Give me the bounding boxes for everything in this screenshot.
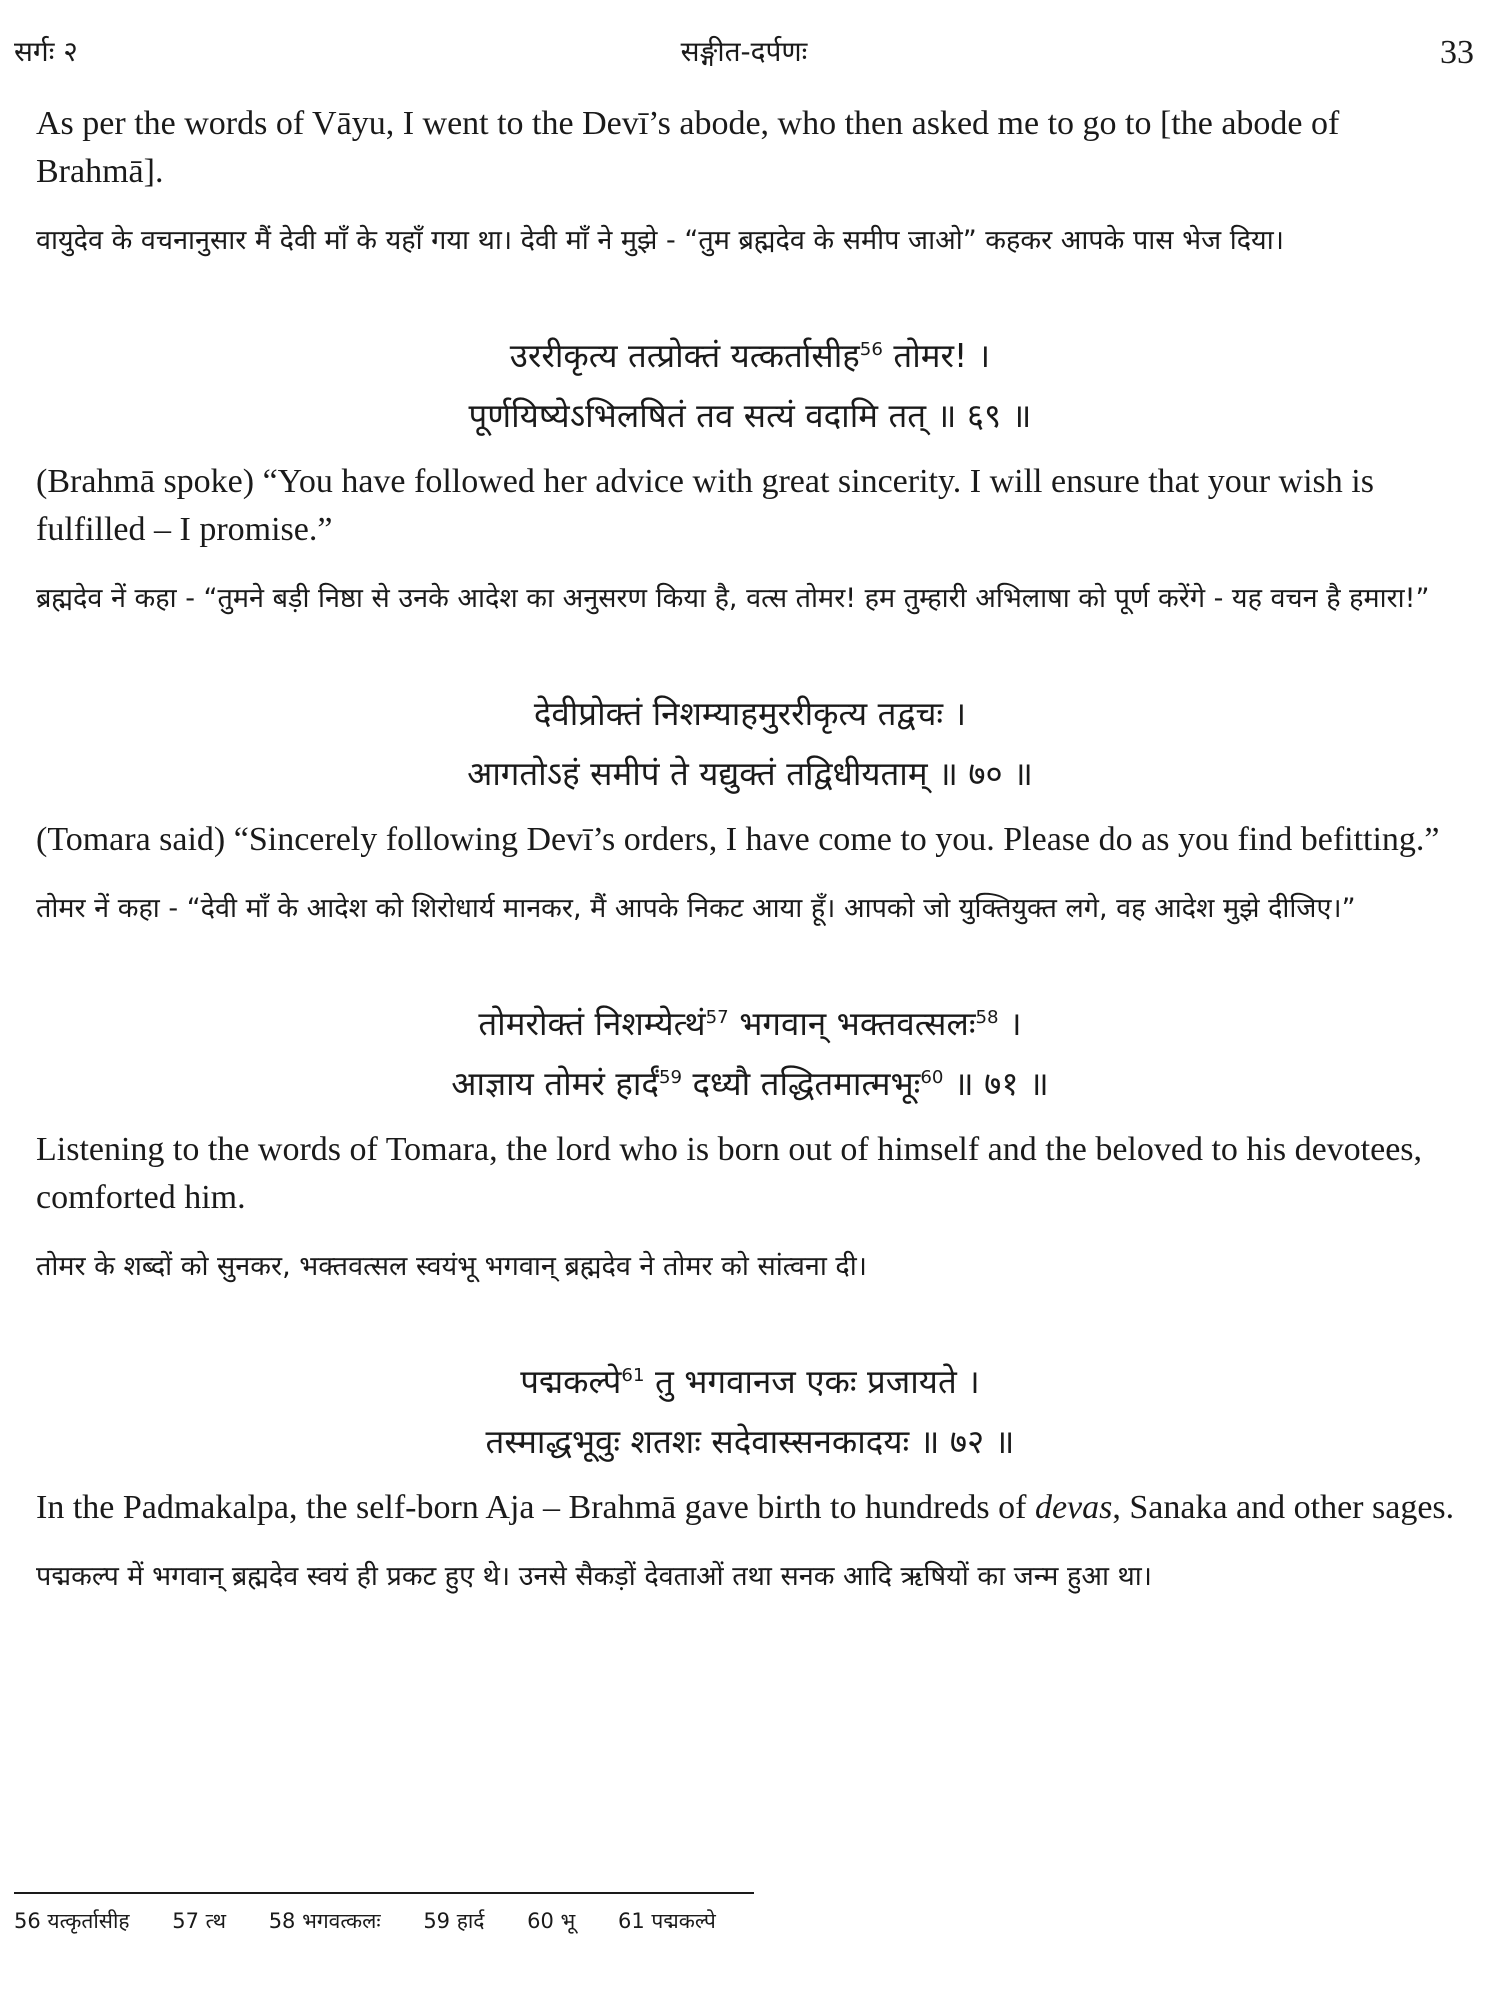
translation-english: (Brahmā spoke) “You have followed her advice with great sincerity. I will ensure that your wish is fulfilled – I promise.” [36,463,1374,548]
translation-text: In the Padmakalpa, the self-born Aja – Brahmā gave birth to hundreds of [36,1489,1035,1526]
translation-hindi: तोमर के शब्दों को सुनकर, भक्तवत्सल स्वयंभू भगवान् ब्रह्मदेव ने तोमर को सांत्वना दी। [36,1251,867,1282]
verse-text: तोमरोक्तं निशम्येत्थं [478,1004,706,1043]
footnote-rule [14,1892,754,1894]
verse-70 [36,684,1464,804]
verse-line [36,326,1464,386]
footnotes [14,1907,1474,1935]
translation-english: (Tomara said) “Sincerely following Devī’s orders, I have come to you. Please do as you find befitting.” [36,821,1440,858]
footnote-ref: 60 [920,1067,944,1088]
verse-line: देवीप्रोक्तं निशम्याहमुररीकृत्य तद्वचः । [533,694,967,733]
verse-text: । [998,1004,1022,1043]
verse-text: पद्मकल्पे [520,1362,622,1401]
verse-69 [36,326,1464,446]
verse-text: उररीकृत्य तत्प्रोक्तं यत्कर्तासीह [509,336,860,375]
translation-english: Listening to the words of Tomara, the lord who is born out of himself and the beloved to his devotees, comforted him. [36,1131,1423,1216]
translation-text: , Sanaka and other sages. [1112,1489,1455,1526]
verse-text: भगवान् भक्तवत्सलः [728,1004,976,1043]
footnote-60: 60 भू [527,1909,576,1933]
page-body [36,100,1464,1602]
verse-line [36,1352,1464,1412]
translation-english [36,1484,1464,1532]
footnote-ref: 58 [975,1007,999,1028]
book-title: सङ्गीत-दर्पणः [680,35,808,68]
translation-hindi: पद्मकल्प में भगवान् ब्रह्मदेव स्वयं ही प्रकट हुए थे। उनसे सैकड़ों देवताओं तथा सनक आदि ऋषियों का जन्म हुआ था। [36,1561,1153,1592]
footnote-56: 56 यत्कृर्तासीह [14,1909,130,1933]
translation-hindi: वायुदेव के वचनानुसार मैं देवी माँ के यहाँ गया था। देवी माँ ने मुझे - “तुम ब्रह्मदेव के समीप जाओ” कहकर आपके पास भेज दिया। [36,225,1284,256]
footnote-ref: 59 [658,1067,683,1088]
footnote-ref: 56 [859,339,883,360]
translation-hindi: ब्रह्मदेव नें कहा - “तुमने बड़ी निष्ठा से उनके आदेश का अनुसरण किया है, वत्स तोमर! हम तुम्हारी अभिलाषा को पूर्ण करेंगे - यह वचन है हमारा!” [36,583,1430,614]
italic-term: devas [1034,1489,1113,1526]
footnote-ref: 57 [705,1007,729,1028]
verse-line [36,994,1464,1054]
chapter-label: सर्गः २ [14,35,78,68]
verse-text: तोमर! । [882,336,991,375]
verse-text: दध्यौ तद्धितमात्मभूः [682,1064,921,1103]
verse-text: तु भगवानज एकः प्रजायते । [644,1362,980,1401]
verse-line: पूर्णयिष्येऽभिलषितं तव सत्यं वदामि तत् ॥ ६९ ॥ [468,396,1032,435]
verse-text: ॥ ७१ ॥ [943,1064,1049,1103]
verse-line: आगतोऽहं समीपं ते यद्युक्तं तद्विधीयताम् ॥ ७० ॥ [467,754,1033,793]
page-number: 33 [1440,34,1474,71]
verse-line: तस्माद्धभूवुः शतशः सदेवास्सनकादयः ॥ ७२ ॥ [485,1422,1015,1461]
footnote-61: 61 पद्मकल्पे [618,1909,716,1933]
verse-72 [36,1352,1464,1472]
footnote-57: 57 त्थ [172,1909,226,1933]
verse-text: आज्ञाय तोमरं हार्दं [451,1064,659,1103]
translation-english: As per the words of Vāyu, I went to the Devī’s abode, who then asked me to go to [the abode of Brahmā]. [36,105,1340,190]
translation-hindi: तोमर नें कहा - “देवी माँ के आदेश को शिरोधार्य मानकर, मैं आपके निकट आया हूँ। आपको जो युक्तियुक्त लगे, वह आदेश मुझे दीजिए।” [36,893,1356,924]
footnote-ref: 61 [621,1365,645,1386]
verse-line [36,1054,1464,1114]
running-header [14,32,1474,72]
verse-71 [36,994,1464,1114]
footnote-58: 58 भगवत्कलः [268,1909,381,1933]
footnote-59: 59 हार्द [423,1909,485,1933]
